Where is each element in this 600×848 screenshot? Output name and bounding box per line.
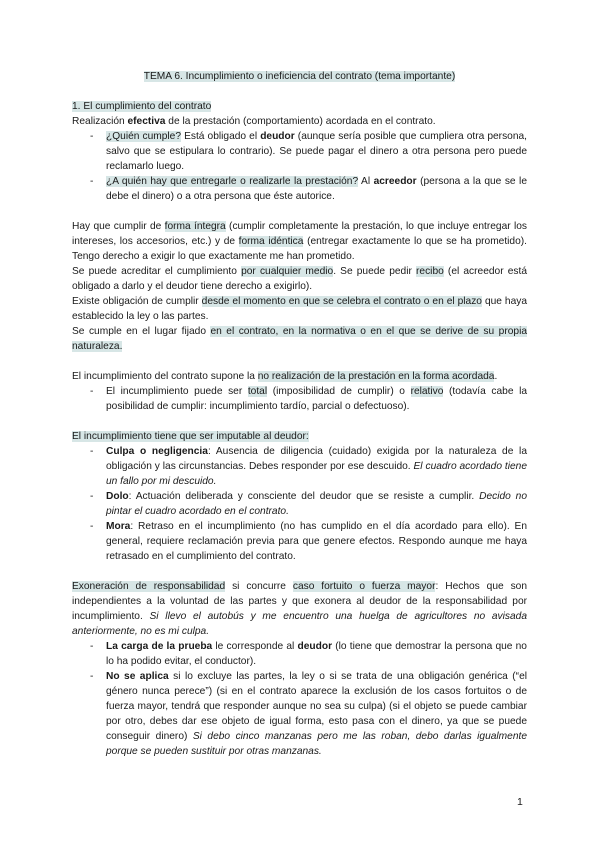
list-item: - ¿A quién hay que entregarle o realizarle la prestación? Al acreedor (persona a la que se le debe el dinero) o a otra persona que éste autorice. — [72, 174, 527, 204]
document-title: TEMA 6. Incumplimiento o ineficiencia del contrato (tema importante) — [143, 71, 456, 82]
paragraph-lugar: Se cumple en el lugar fijado en el contrato, en la normativa o en el que se derive de su propia naturaleza. — [72, 326, 527, 352]
list-item: - La carga de la prueba le corresponde al deudor (lo tiene que demostrar la persona que no lo ha podido evitar, el conductor). — [72, 639, 527, 669]
section-heading: 1. El cumplimiento del contrato — [72, 101, 212, 112]
page-number: 1 — [517, 796, 523, 808]
page-content — [72, 69, 527, 759]
list-item: - El incumplimiento puede ser total (imposibilidad de cumplir) o relativo (todavía cabe la posibilidad de cumplir: incumplimiento tardío, parcial o defectuoso). — [72, 384, 527, 414]
paragraph-acreditar: Se puede acreditar el cumplimiento por cualquier medio. Se puede pedir recibo (el acreedor está obligado a darlo y el deudor tiene derecho a exigirlo). — [72, 266, 527, 292]
imputable-list — [72, 444, 527, 564]
exoneracion-list — [72, 639, 527, 759]
paragraph-forma-integra: Hay que cumplir de forma íntegra (cumplir completamente la prestación, lo que incluye entregar los intereses, los accesorios, etc.) y de forma idéntica (entregar exactamente lo que se ha prometido). Tengo derecho a exigir lo que exactamente me han prometido. — [72, 221, 527, 262]
paragraph-obligacion: Existe obligación de cumplir desde el momento en que se celebra el contrato o en el plazo que haya establecido la ley o las partes. — [72, 296, 528, 322]
list-item: - Dolo: Actuación deliberada y consciente del deudor que se resiste a cumplir. Decido no pintar el cuadro acordado en el contrato. — [72, 489, 527, 519]
paragraph-exoneracion: Exoneración de responsabilidad si concurre caso fortuito o fuerza mayor: Hechos que son independientes a la voluntad de las partes y que exonera al deudor de la responsabilidad por incumplimiento. Si llevo el autobús y me encuentro una huelga de agricultores no avisada anteriormente, no es mi culpa. — [72, 581, 528, 637]
list-item: - Culpa o negligencia: Ausencia de diligencia (cuidado) exigida por la naturaleza de la obligación y las circunstancias. Debes responder por ese descuido. El cuadro acordado tiene un fallo por mi descuido. — [72, 444, 527, 489]
cumplimiento-list — [72, 129, 527, 204]
paragraph-incumplimiento: El incumplimiento del contrato supone la no realización de la prestación en la forma acordada. — [72, 371, 498, 382]
incumplimiento-list — [72, 384, 527, 414]
imputable-heading: El incumplimiento tiene que ser imputable al deudor: — [72, 431, 309, 442]
list-item: - No se aplica si lo excluye las partes, la ley o si se trata de una obligación genérica (“el género nunca perece”) (si en el contrato aparece la exclusión de los casos fortuitos o de fuerza mayor, tendrá que responder aunque no sea su culpa) (si el objeto se puede cambiar por otro, debes dar ese objeto de igual forma, esto pasa con el dinero, ya que se puede conseguir dinero) Si debo cinco manzanas pero me las roban, debo darlas igualmente porque se pueden sustituir por otras manzanas. — [72, 669, 527, 759]
paragraph-realizacion: Realización efectiva de la prestación (comportamiento) acordada en el contrato. — [72, 116, 436, 127]
list-item: - Mora: Retraso en el incumplimiento (no has cumplido en el día acordado para ello). En general, requiere reclamación previa para que genere efectos. Respondo aunque me haya retrasado en el cumplimiento del contrato. — [72, 519, 527, 564]
list-item: - ¿Quién cumple? Está obligado el deudor (aunque sería posible que cumpliera otra persona, salvo que se estipulara lo contrario). Se puede pagar el dinero a otra persona pero puede reclamarlo luego. — [72, 129, 527, 174]
